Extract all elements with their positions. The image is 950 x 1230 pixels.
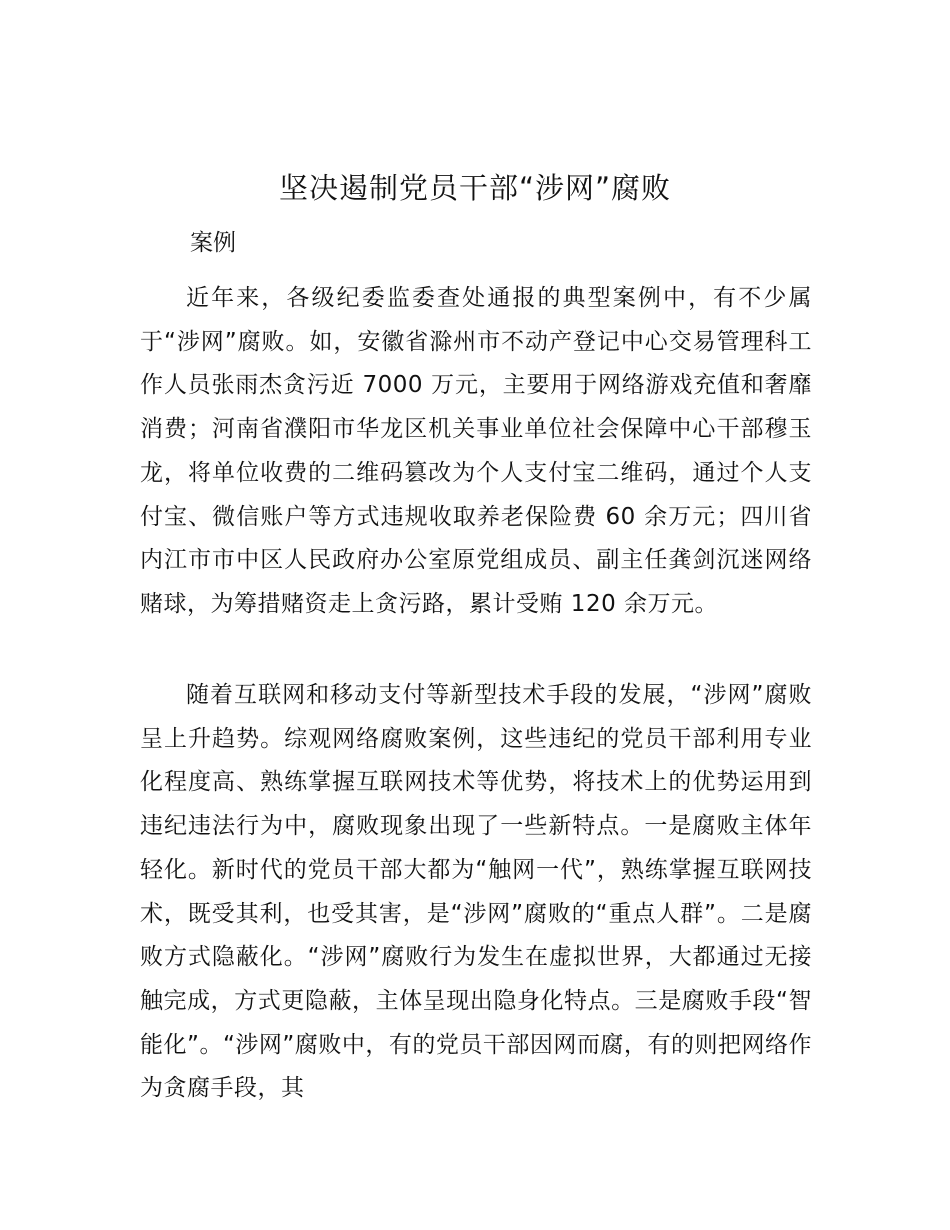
document-title: 坚决遏制党员干部“涉网”腐败 (278, 171, 672, 205)
section-label: 案例 (190, 230, 236, 256)
paragraph-2: 随着互联网和移动支付等新型技术手段的发展，“涉网”腐败呈上升趋势。综观网络腐败案例，这些违纪的党员干部利用专业化程度高、熟练掌握互联网技术等优势，将技术上的优势运用到违纪违法行为中，腐败现象出现了一些新特点。一是腐败主体年轻化。新时代的党员干部大都为“触网一代”，熟练掌握互联网技术，既受其利，也受其害，是“涉网”腐败的“重点人群”。二是腐败方式隐蔽化。“涉网”腐败行为发生在虚拟世界，大都通过无接触完成，方式更隐蔽，主体呈现出隐身化特点。三是腐败手段“智能化”。“涉网”腐败中，有的党员干部因网而腐，有的则把网络作为贪腐手段，其 (140, 682, 812, 1102)
paragraph-1: 近年来，各级纪委监委查处通报的典型案例中，有不少属于“涉网”腐败。如，安徽省滁州市不动产登记中心交易管理科工作人员张雨杰贪污近 7000 万元，主要用于网络游戏充值和奢靡消费；河南省濮阳市华龙区机关事业单位社会保障中心干部穆玉龙，将单位收费的二维码篡改为个人支付宝二维码，通过个人支付宝、微信账户等方式违规收取养老保险费 60 余万元；四川省内江市市中区人民政府办公室原党组成员、副主任龚剑沉迷网络赌球，为筹措赌资走上贪污路，累计受贿 120 余万元。 (140, 285, 812, 617)
